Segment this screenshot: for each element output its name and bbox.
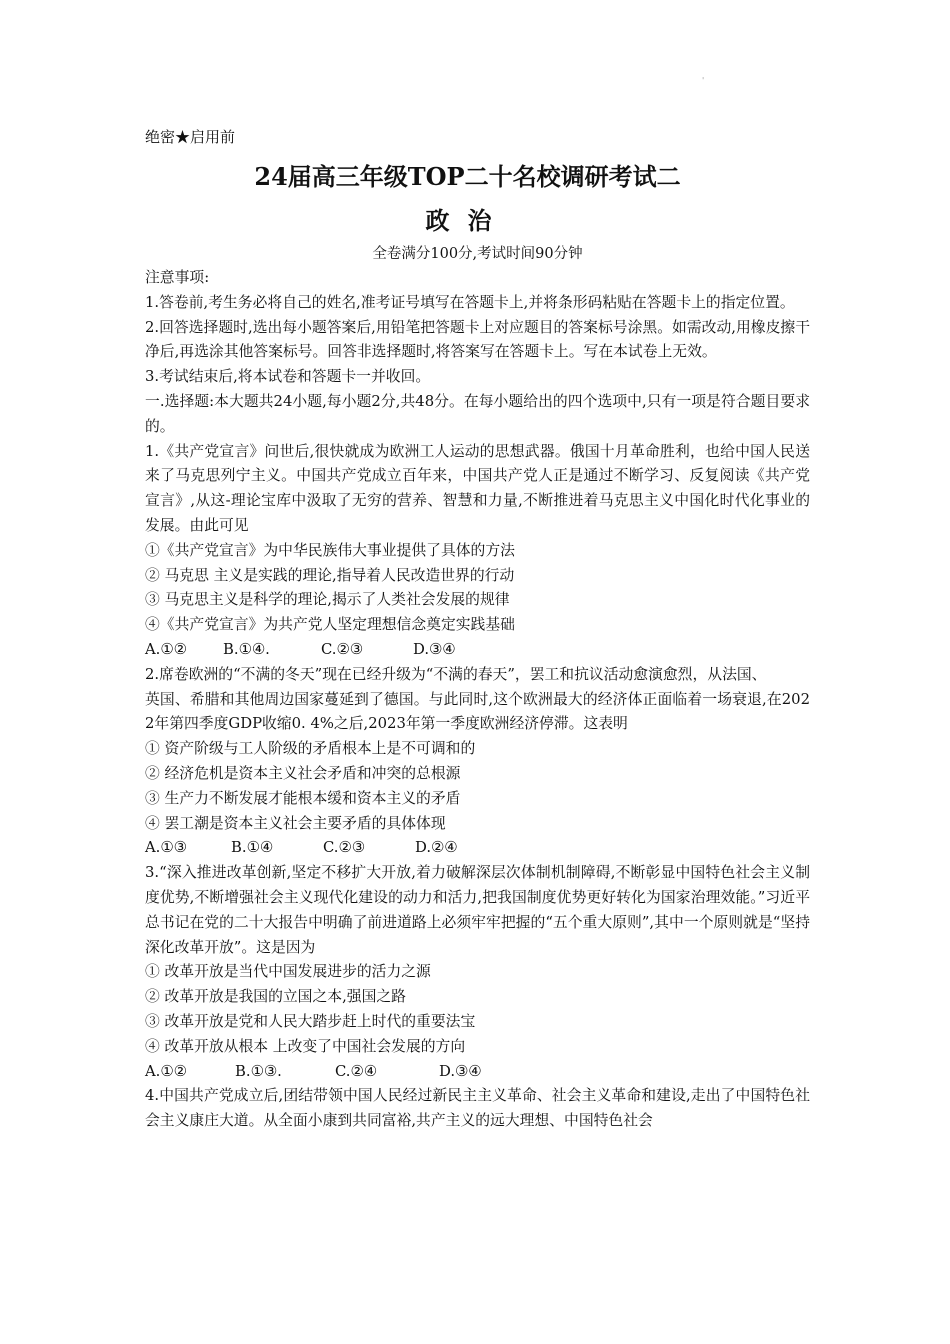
question-2-option-3: ③ 生产力不断发展才能根本缓和资本主义的矛盾 xyxy=(145,789,461,807)
exam-meta: 全卷满分100分,考试时间90分钟 xyxy=(372,246,583,262)
confidential-label: 绝密★启用前 xyxy=(145,128,236,146)
notice-item-1: 1.答卷前,考生务必将自己的姓名,准考证号填写在答题卡上,并将条形码粘贴在答题卡上的指定位置。 xyxy=(145,293,795,311)
question-2-choice-a: A.①③ xyxy=(145,839,187,857)
question-1-option-3: ③ 马克思主义是科学的理论,揭示了人类社会发展的规律 xyxy=(145,591,510,609)
question-1-choice-b: B.①④. xyxy=(223,640,270,658)
question-3-option-4: ④ 改革开放从根本 上改变了中国社会发展的方向 xyxy=(145,1037,466,1055)
question-1-option-2: ② 马克思 主义是实践的理论,指导着人民改造世界的行动 xyxy=(145,566,515,584)
question-3-choices xyxy=(145,1060,810,1085)
question-3-option-2: ② 改革开放是我国的立国之本,强国之路 xyxy=(145,988,406,1006)
question-3-choice-c: C.②④ xyxy=(335,1062,378,1080)
question-1-stem: 1.《共产党宣言》问世后,很快就成为欧洲工人运动的思想武器。俄国十月革命胜利，也给中国人民送来了马克思列宁主义。中国共产党成立百年来，中国共产党人正是通过不断学习、反复阅读《共产党宣言》,从这-理论宝库中汲取了无穷的营养、智慧和力量,不断推进着马克思主义中国化时代化事业的发展。由此可见 xyxy=(145,442,810,534)
page-mark: ' xyxy=(702,76,705,85)
question-2-stem-line-1: 2.席卷欧洲的“不满的冬天”现在已经升级为“不满的春天”，罢工和抗议活动愈演愈烈，从法国、 xyxy=(145,665,767,683)
question-2-option-2: ② 经济危机是资本主义社会矛盾和冲突的总根源 xyxy=(145,764,461,782)
question-1-option-1: ①《共产党宣言》为中华民族伟大事业提供了具体的方法 xyxy=(145,541,515,559)
question-2-choice-c: C.②③ xyxy=(323,839,366,857)
question-3-choice-d: D.③④ xyxy=(439,1062,482,1080)
question-1-option-4: ④《共产党宣言》为共产党人坚定理想信念奠定实践基础 xyxy=(145,616,515,634)
question-2-choice-b: B.①④ xyxy=(231,839,274,857)
question-1-choices xyxy=(145,638,810,663)
question-3-stem: 3.“深入推进改革创新,坚定不移扩大开放,着力破解深层次体制机制障碍,不断彰显中国特色社会主义制度优势,不断增强社会主义现代化建设的动力和活力,把我国制度优势更好转化为国家治理效能。”习近平总书记在党的二十大报告中明确了前进道路上必须牢牢把握的“五个重大原则”,其中一个原则就是“坚持深化改革开放”。这是因为 xyxy=(145,864,810,956)
exam-title: 24届高三年级TOP二十名校调研考试二 xyxy=(254,162,681,191)
question-3-choice-a: A.①② xyxy=(145,1062,187,1080)
question-2-choices xyxy=(145,836,810,861)
page-content xyxy=(145,124,810,1134)
question-1-choice-a: A.①② xyxy=(145,640,187,658)
notice-item-2: 2.回答选择题时,选出每小题答案后,用铅笔把答题卡上对应题目的答案标号涂黑。如需改动,用橡皮擦干净后,再选涂其他答案标号。回答非选择题时,将答案写在答题卡上。写在本试卷上无效。 xyxy=(145,318,810,361)
question-3-choice-b: B.①③. xyxy=(235,1062,282,1080)
notice-heading: 注意事项: xyxy=(145,269,210,286)
notice-item-3: 3.考试结束后,将本试卷和答题卡一并收回。 xyxy=(145,368,431,386)
question-2-choice-d: D.②④ xyxy=(415,839,458,857)
question-1-choice-c: C.②③ xyxy=(321,640,364,658)
question-2-option-1: ① 资产阶级与工人阶级的矛盾根本上是不可调和的 xyxy=(145,740,476,758)
question-2-stem-rest: 英国、希腊和其他周边国家蔓延到了德国。与此同时,这个欧洲最大的经济体正面临着一场衰退,在2022年第四季度GDP收缩0. 4%之后,2023年第一季度欧洲经济停滞。这表明 xyxy=(145,690,810,733)
question-3-option-3: ③ 改革开放是党和人民大踏步赶上时代的重要法宝 xyxy=(145,1012,476,1030)
question-3-option-1: ① 改革开放是当代中国发展进步的活力之源 xyxy=(145,963,431,981)
subject-title: 政治 xyxy=(425,206,510,235)
question-4-stem: 4.中国共产党成立后,团结带领中国人民经过新民主主义革命、社会主义革命和建设,走出了中国特色社会主义康庄大道。从全面小康到共同富裕,共产主义的远大理想、中国特色社会 xyxy=(145,1087,810,1130)
question-2-option-4: ④ 罢工潮是资本主义社会主要矛盾的具体体现 xyxy=(145,814,446,832)
section-intro: 一.选择题:本大题共24小题,每小题2分,共48分。在每小题给出的四个选项中,只有一项是符合题目要求的。 xyxy=(145,392,810,435)
question-1-choice-d: D.③④ xyxy=(413,640,456,658)
